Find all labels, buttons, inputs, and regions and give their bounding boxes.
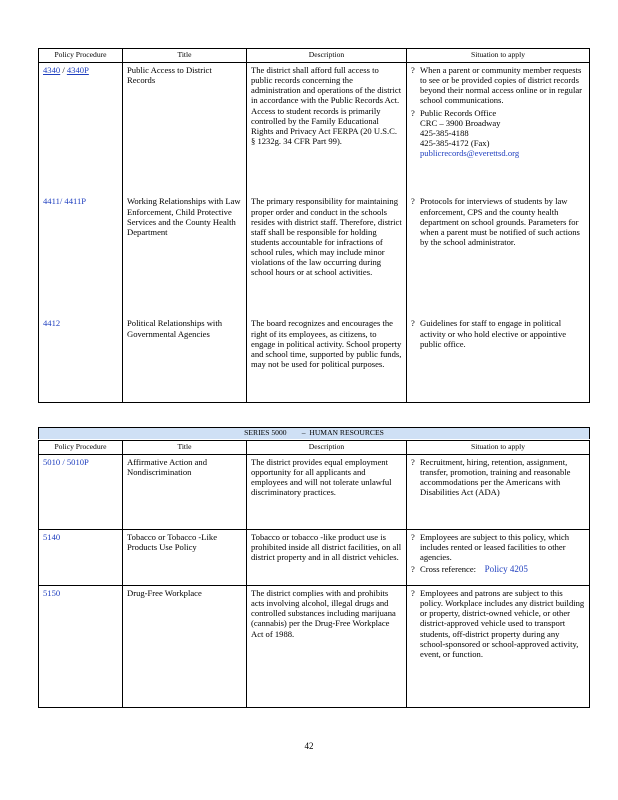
bullet-icon: ?: [411, 318, 415, 329]
policy-table-series-4000: [38, 48, 590, 403]
contact-address: CRC – 3900 Broadway: [420, 117, 501, 128]
header-description: Description: [247, 441, 407, 455]
title-cell: Tobacco or Tobacco -Like Products Use Policy: [123, 529, 247, 585]
title-cell: Working Relationships with Law Enforcement, Child Protective Services and the County Health Department: [123, 194, 247, 316]
situation-item: [411, 532, 585, 562]
policy-number: 4412: [43, 318, 61, 329]
situation-cell: [407, 194, 590, 316]
policy-link-4340[interactable]: 4340: [43, 64, 61, 75]
policy-cell: [39, 194, 123, 316]
description-cell: Tobacco or tobacco -like product use is prohibited inside all district facilities, on all district property and in all district vehicles.: [247, 529, 407, 585]
series-name: HUMAN RESOURCES: [309, 428, 384, 437]
policy-separator: /: [60, 64, 67, 75]
series-label: SERIES 5000: [244, 428, 287, 437]
bullet-icon: ?: [411, 531, 415, 542]
policy-cell: [39, 585, 123, 707]
contact-phone: 425-385-4188: [420, 127, 469, 138]
series-heading: [38, 427, 590, 439]
situation-item: [411, 457, 585, 498]
table-row: [39, 194, 590, 316]
table-row: [39, 585, 590, 707]
policy-number: 4411/ 4411P: [43, 196, 87, 207]
table-row: [39, 529, 590, 585]
table-header-row: [39, 49, 590, 63]
bullet-icon: ?: [411, 196, 415, 207]
bullet-icon: ?: [411, 107, 415, 118]
situation-cell: [407, 62, 590, 194]
situation-item: [411, 318, 585, 348]
situation-text: Public Records Office: [420, 107, 497, 118]
header-policy-procedure: Policy Procedure: [39, 441, 123, 455]
situation-text: Protocols for interviews of students by law enforcement, CPS and the county health department on school grounds. Parameters for when a parent must be notified of such actions by the school administrator.: [420, 196, 580, 248]
situation-text: Employees are subject to this policy, which includes rented or leased facilities to other agencies.: [420, 531, 570, 563]
title-cell: Affirmative Action and Nondiscrimination: [123, 454, 247, 529]
situation-cell: [407, 585, 590, 707]
situation-text: Guidelines for staff to engage in political activity or who hold elective or appointive public office.: [420, 318, 567, 349]
description-cell: The district complies with and prohibits acts involving alcohol, illegal drugs and controlled substances including marijuana (cannabis) per the Drug-Free Workplace Act of 1988.: [247, 585, 407, 707]
situation-cell: [407, 454, 590, 529]
situation-item: [411, 588, 585, 659]
situation-item: [411, 564, 585, 575]
policy-number: 5140: [43, 531, 61, 542]
situation-item: [411, 65, 585, 106]
bullet-icon: ?: [411, 456, 415, 467]
situation-cell: [407, 316, 590, 402]
policy-cell: [39, 529, 123, 585]
situation-text: Employees and patrons are subject to this policy. Workplace includes any district building or property, district-owned vehicle, or other district-approved vehicle used to transport students, off-district property during any school-sponsored or school-approved activity, event, or function.: [420, 587, 585, 659]
description-cell: The district shall afford full access to public records concerning the administration and operations of the district in accordance with the Public Records Act. Access to student records is primarily controlled by the Family Educational Rights and Privacy Act FERPA (20 U.S.C. § 1232g. 34 CFR Part 99).: [247, 62, 407, 194]
table-row: [39, 62, 590, 194]
bullet-icon: ?: [411, 587, 415, 598]
header-description: Description: [247, 49, 407, 63]
policy-cell: [39, 316, 123, 402]
title-cell: Public Access to District Records: [123, 62, 247, 194]
policy-table-series-5000: [38, 440, 590, 708]
header-situation: Situation to apply: [407, 441, 590, 455]
policy-number: 5010 / 5010P: [43, 456, 89, 467]
procedure-link-4340p[interactable]: 4340P: [66, 64, 89, 75]
cross-reference-link[interactable]: Policy 4205: [484, 564, 528, 575]
header-policy-procedure: Policy Procedure: [39, 49, 123, 63]
description-cell: The district provides equal employment opportunity for all applicants and employees and will not tolerate unlawful discriminatory practices.: [247, 454, 407, 529]
header-title: Title: [123, 49, 247, 63]
title-cell: Political Relationships with Governmental Agencies: [123, 316, 247, 402]
table-row: [39, 316, 590, 402]
description-cell: The primary responsibility for maintaining proper order and conduct in the schools resides with district staff. Therefore, district staff shall be responsible for holding students accountable for infractions of school rules, which may include minor violations of the law occurring during school hours or at school activities.: [247, 194, 407, 316]
contact-fax: 425-385-4172 (Fax): [420, 137, 490, 148]
bullet-icon: ?: [411, 564, 415, 575]
table-row: [39, 454, 590, 529]
situation-text: Recruitment, hiring, retention, assignment, transfer, promotion, training and reasonable accommodations per the Americans with Disabilities Act (ADA): [420, 456, 571, 498]
header-situation: Situation to apply: [407, 49, 590, 63]
header-title: Title: [123, 441, 247, 455]
policy-number: 5150: [43, 587, 61, 598]
table-header-row: [39, 441, 590, 455]
policy-cell: [39, 62, 123, 194]
page-number: 42: [304, 741, 314, 751]
contact-email-link[interactable]: publicrecords@everettsd.org: [420, 148, 520, 159]
situation-item: [411, 196, 585, 247]
description-cell: The board recognizes and encourages the right of its employees, as citizens, to engage in political activity. School property and school time, supported by public funds, may not be used for political purposes.: [247, 316, 407, 402]
series-dash: –: [301, 428, 306, 437]
situation-text: When a parent or community member requests to see or be provided copies of district records beyond their normal access online or in regular school communications.: [420, 64, 583, 106]
situation-item: [411, 108, 585, 159]
bullet-icon: ?: [411, 64, 415, 75]
title-cell: Drug-Free Workplace: [123, 585, 247, 707]
cross-reference-label: Cross reference:: [420, 564, 477, 575]
situation-cell: [407, 529, 590, 585]
policy-cell: [39, 454, 123, 529]
